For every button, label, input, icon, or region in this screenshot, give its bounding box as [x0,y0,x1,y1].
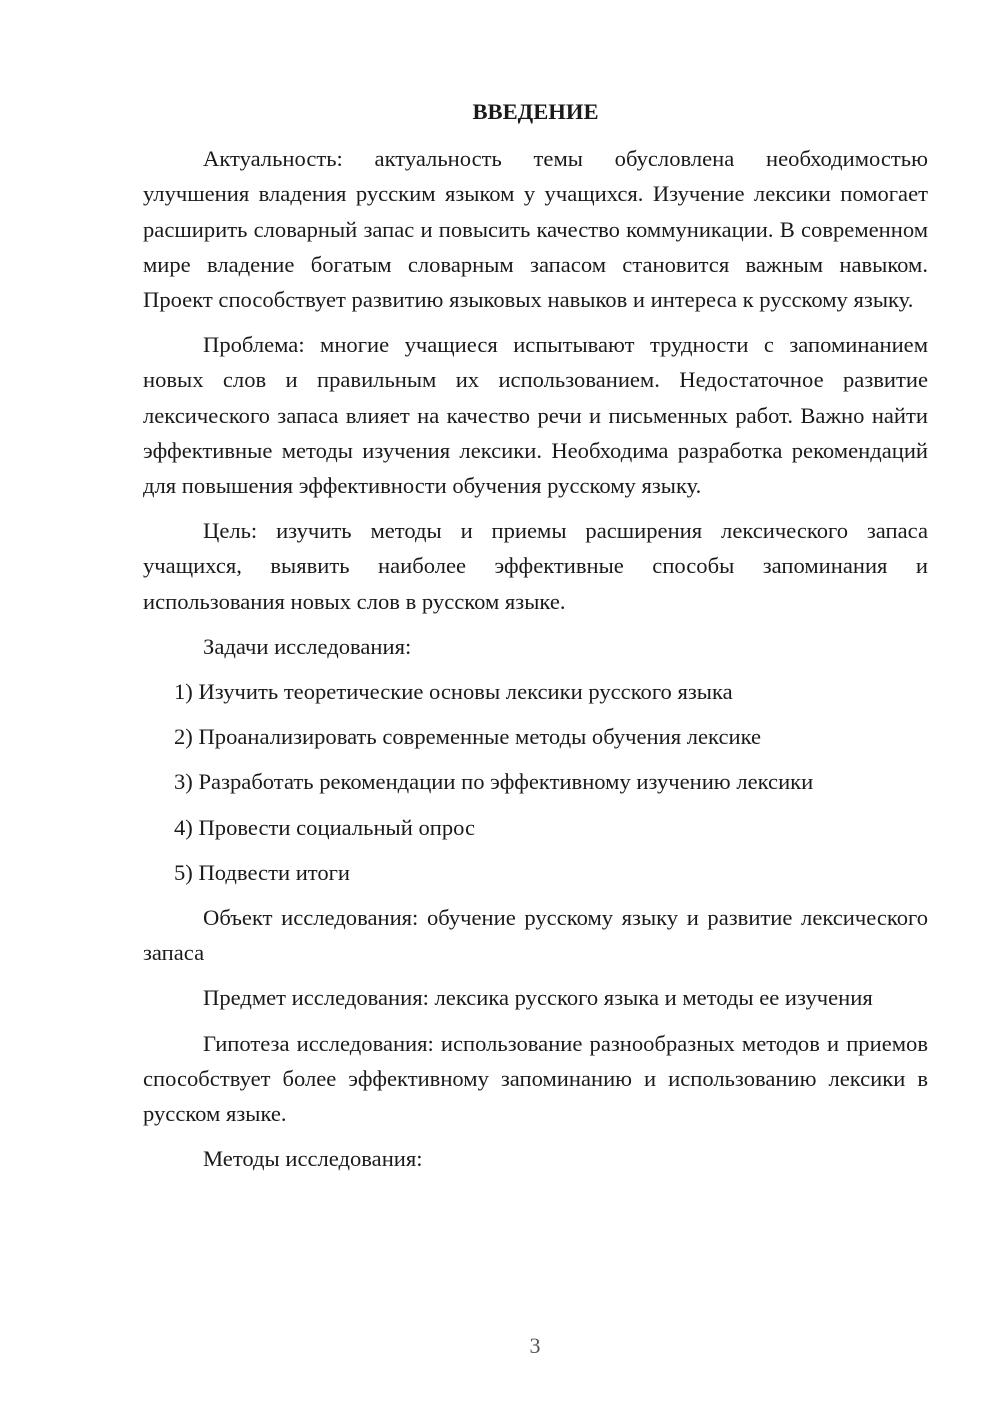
relevance-paragraph: Актуальность: актуальность темы обусловлена необходимостью улучшения владения русским языком у учащихся. Изучение лексики помогает расширить словарный запас и повысить качество коммуникации. В современном мире владение богатым словарным запасом становится важным навыком. Проект способствует развитию языковых навыков и интереса к русскому языку. [143,146,928,313]
goal-paragraph: Цель: изучить методы и приемы расширения лексического запаса учащихся, выявить наиболее эффективные способы запоминания и использования новых слов в русском языке. [143,518,928,614]
tasks-heading: Задачи исследования: [203,633,412,659]
methods-heading: Методы исследования: [203,1146,423,1172]
task-item: 1) Изучить теоретические основы лексики русского языка [174,679,733,705]
task-item: 2) Проанализировать современные методы обучения лексике [174,724,762,750]
page-number: 3 [529,1333,541,1358]
object-paragraph: Объект исследования: обучение русскому языку и развитие лексического запаса [143,905,928,966]
task-item: 3) Разработать рекомендации по эффективному изучению лексики [174,769,814,795]
tasks-list [143,674,928,890]
section-title: ВВЕДЕНИЕ [472,99,599,124]
page-content [143,94,928,1186]
hypothesis-paragraph: Гипотеза исследования: использование разнообразных методов и приемов способствует более эффективному запоминанию и использованию лексики в русском языке. [143,1030,928,1127]
task-item: 4) Провести социальный опрос [174,814,476,840]
subject-paragraph: Предмет исследования: лексика русского языка и методы ее изучения [203,985,873,1011]
problem-paragraph: Проблема: многие учащиеся испытывают трудности с запоминанием новых слов и правильным их использованием. Недостаточное развитие лексического запаса влияет на качество речи и письменных работ. Важно найти эффективные методы изучения лексики. Необходима разработка рекомендаций для повышения эффективности обучения русскому языку. [143,332,928,499]
task-item: 5) Подвести итоги [174,859,351,885]
